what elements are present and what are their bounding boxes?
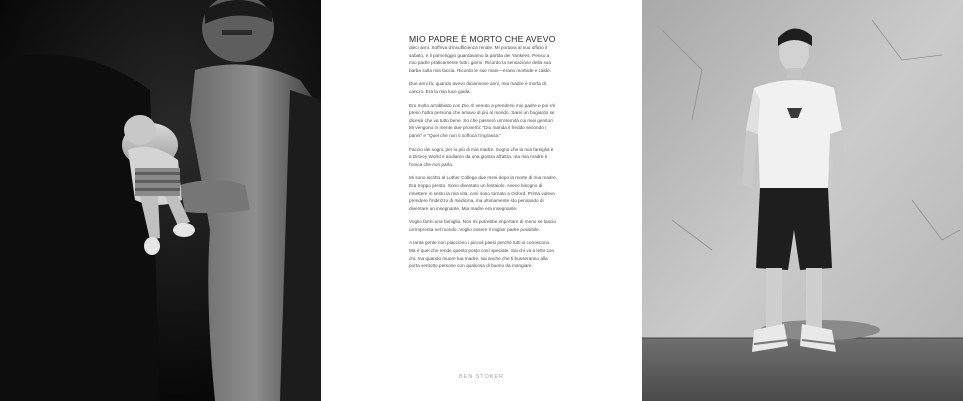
text-page [321, 0, 642, 401]
article-paragraph: Faccio dei sogni, per lo più di mia madre. Sogno che la mia famiglia è a Disney World e andiamo da una giostra all'altra, ma mia madre è l'unica che non parla. [409, 146, 554, 167]
article-paragraph: Voglio farmi una famiglia. Non mi potrebbe importare di meno se lascio un'impronta nel mondo. Voglio essere il miglior padre possibile. [409, 219, 556, 232]
article-paragraph: Ero molto arrabbiato con Dio. È venuto a prendersi mio padre e poi s'è preso l'altra persona che amavo di più al mondo. Sarei un bugiardo se dicessi che va tutto bene. So che passerò un'eternità coi miei genitori. Mi vengono in mente due proverbi: "Dio manda il freddo secondo i panni" e "Quel che non ti soffoca t'ingrassa." [409, 102, 556, 138]
young-man-portrait-photo [642, 0, 963, 401]
article-paragraph: Due anni fa, quando avevo diciannove anni, mia madre è morta di cancro. Era la mia luce guida. [409, 81, 546, 94]
article-paragraph: A tanta gente non piacciono i piccoli paesi perché tutti si conoscono. Ma è quel che rende questo posto così speciale. Sai chi va a letto con chi, ma quando muore tua madre, sai anche che ti busseranno alla porta ventotto persone con qualcosa di buono da mangiare. [409, 240, 555, 269]
article-title: MIO PADRE È MORTO CHE AVEVO [409, 34, 556, 44]
author-name: BEN STOKER [459, 374, 504, 380]
article-paragraph: dieci anni. Soffriva d'insufficienza renale. Mi portava al suo ufficio il sabato, e il pomeriggio guardavamo la partita dei Yankees. Penso a mio padre praticamente tutti i giorni. Ricordo la sensazione della sua barba sulla mia faccia. Ricordo le sue mani—erano morbide e calde. [409, 45, 552, 73]
article-paragraph: Mi sono iscritto al Luther College due mesi dopo la morte di mia madre. Era troppo presto. Sono diventato un festaiolo. Avevo bisogno di rimettere in sesto la mia vita, così sono tornato a Oxford. Prima volevo prendere l'indirizzo di medicina, ma ultimamente sto pensando di diventare un insegnante. Mia madre era insegnante. [409, 175, 557, 211]
father-holding-baby-photo [0, 0, 321, 401]
article-body [409, 34, 557, 276]
